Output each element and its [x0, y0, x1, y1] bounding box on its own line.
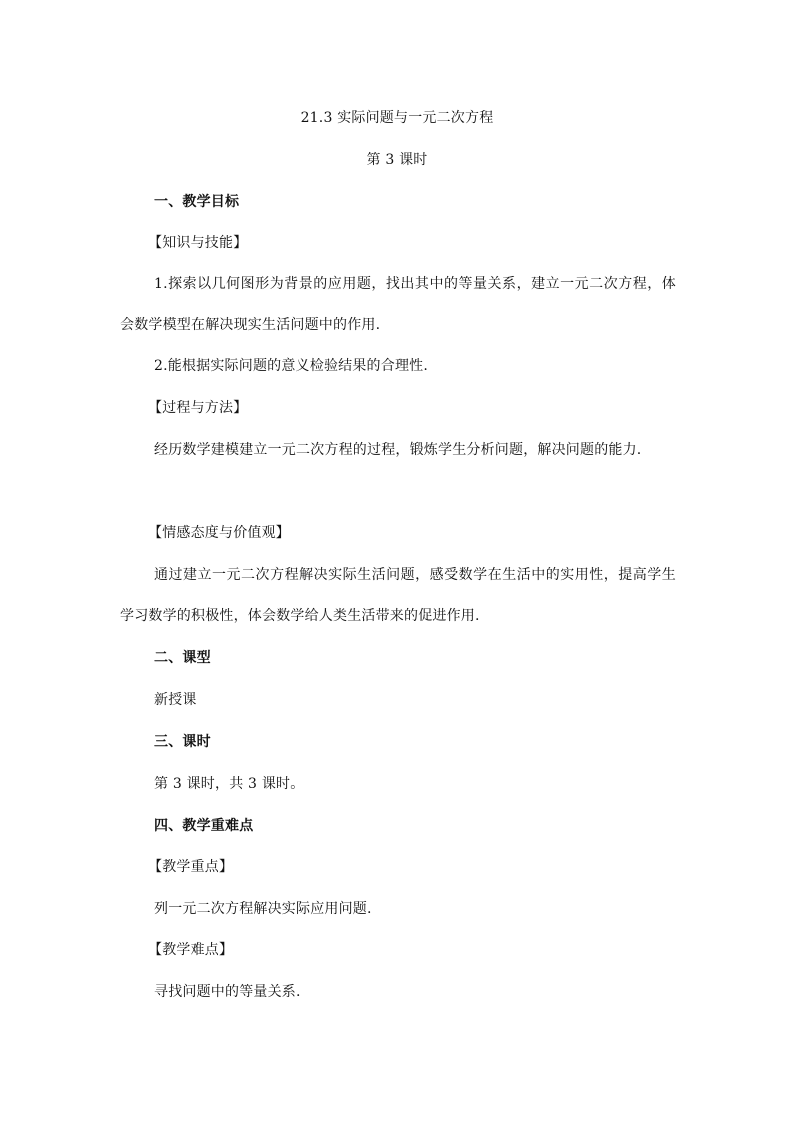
subheading-difficulty: 【教学难点】 — [148, 942, 234, 958]
subheading-emotion: 【情感态度与价值观】 — [148, 525, 290, 541]
paragraph-knowledge-1: 1.探索以几何图形为背景的应用题，找出其中的等量关系，建立一元二次方程，体会数学模型在解决现实生活问题中的作用. — [120, 276, 676, 333]
difficulty-body: 寻找问题中的等量关系. — [154, 984, 301, 1000]
lesson-type-body: 新授课 — [154, 692, 197, 708]
periods-body: 第 3 课时，共 3 课时。 — [154, 776, 305, 792]
key-body: 列一元二次方程解决实际应用问题. — [154, 901, 372, 917]
paragraph-emotion: 通过建立一元二次方程解决实际生活问题，感受数学在生活中的实用性，提高学生学习数学的积极性，体会数学给人类生活带来的促进作用. — [120, 567, 676, 624]
section-heading-lesson-type: 二、课型 — [154, 650, 211, 666]
document-subtitle: 第 3 课时 — [366, 152, 428, 168]
subheading-key: 【教学重点】 — [148, 859, 234, 875]
document-title: 21.3 实际问题与一元二次方程 — [300, 110, 494, 126]
subheading-process: 【过程与方法】 — [148, 400, 248, 416]
section-heading-objectives: 一、教学目标 — [154, 194, 240, 210]
paragraph-knowledge-2: 2.能根据实际问题的意义检验结果的合理性. — [154, 358, 429, 374]
paragraph-process: 经历数学建模建立一元二次方程的过程，锻炼学生分析问题，解决问题的能力. — [154, 442, 642, 458]
section-heading-key-points: 四、教学重难点 — [154, 818, 254, 834]
section-heading-periods: 三、课时 — [154, 734, 211, 750]
subheading-knowledge: 【知识与技能】 — [148, 235, 248, 251]
